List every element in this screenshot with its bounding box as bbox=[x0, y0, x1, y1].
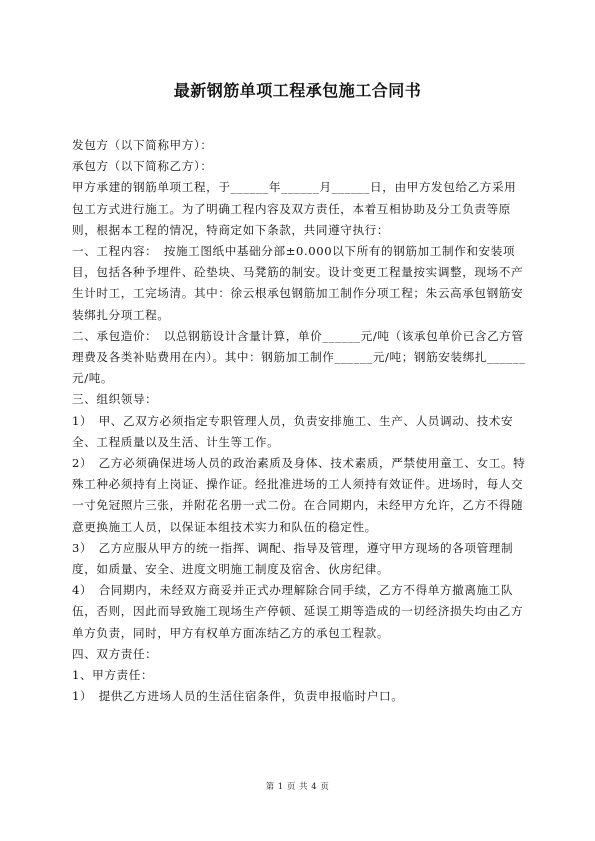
section-1-scope: 一、工程内容： 按施工图纸中基础分部±0.000以下所有的钢筋加工制作和安装项目，包括各种予埋件、砼垫块、马凳筋的制安。设计变更工程量按实调整，现场不产生计时工，工完场清。其中：徐云根承包钢筋加工制作分项工程；朱云高承包钢筋安装绑扎分项工程。 bbox=[72, 244, 524, 322]
party-a-line: 发包方（以下简称甲方）： bbox=[72, 138, 213, 152]
section-4-heading: 四、双方责任： bbox=[72, 646, 158, 661]
clause-3-3: 3） 乙方应服从甲方的统一指挥、调配、指导及管理，遵守甲方现场的各项管理制度，如质量、安全、进度文明施工制度及宿舍、伙房纪律。 bbox=[72, 540, 514, 577]
document-body bbox=[72, 135, 527, 707]
page-number-footer: 第 1 页 共 4 页 bbox=[265, 782, 330, 792]
clause-3-1: 1） 甲、乙双方必须指定专职管理人员，负责安排施工、生产、人员调动、技术安全、工程质量以及生活、计生等工作。 bbox=[72, 413, 514, 449]
party-a-duty-1: 1） 提供乙方进场人员的生活住宿条件，负责申报临时户口。 bbox=[72, 689, 404, 704]
party-b-line: 承包方（以下简称乙方）： bbox=[72, 159, 213, 174]
section-3-heading: 三、组织领导： bbox=[72, 392, 158, 407]
party-a-duties-heading: 1、甲方责任： bbox=[72, 668, 154, 683]
section-2-price: 二、承包造价： 以总钢筋设计含量计算，单价______元/吨（该承包单价已含乙方管理费及各类补贴费用在内）。其中：钢筋加工制作______元/吨；钢筋安装绑扎______元/吨。 bbox=[72, 328, 526, 386]
clause-3-4: 4） 合同期内，未经双方商妥并正式办理解除合同手续，乙方不得单方撤离施工队伍，否则，因此而导致施工现场生产停顿、延误工期等造成的一切经济损失均由乙方单方负责，同时，甲方有权单方面冻结乙方的承包工程款。 bbox=[72, 583, 524, 640]
clause-3-2: 2） 乙方必须确保进场人员的政治素质及身体、技术素质，严禁使用童工、女工。特殊工种必须持有上岗证、操作证。经批准进场的工人须持有效证件。进场时，每人交一寸免冠照片三张，并附花名册一式二份。在合同期内，未经甲方允许，乙方不得随意更换施工人员，以保证本组技术实力和队伍的稳定性。 bbox=[72, 456, 526, 534]
preamble-paragraph: 甲方承建的钢筋单项工程，于______年______月______日，由甲方发包给乙方采用包工方式进行施工。为了明确工程内容及双方责任，本着互相协助及分工负责等原则，根据本工程的情况，特商定如下条款，共同遵守执行： bbox=[72, 180, 517, 237]
document-title: 最新钢筋单项工程承包施工合同书 bbox=[173, 81, 422, 100]
